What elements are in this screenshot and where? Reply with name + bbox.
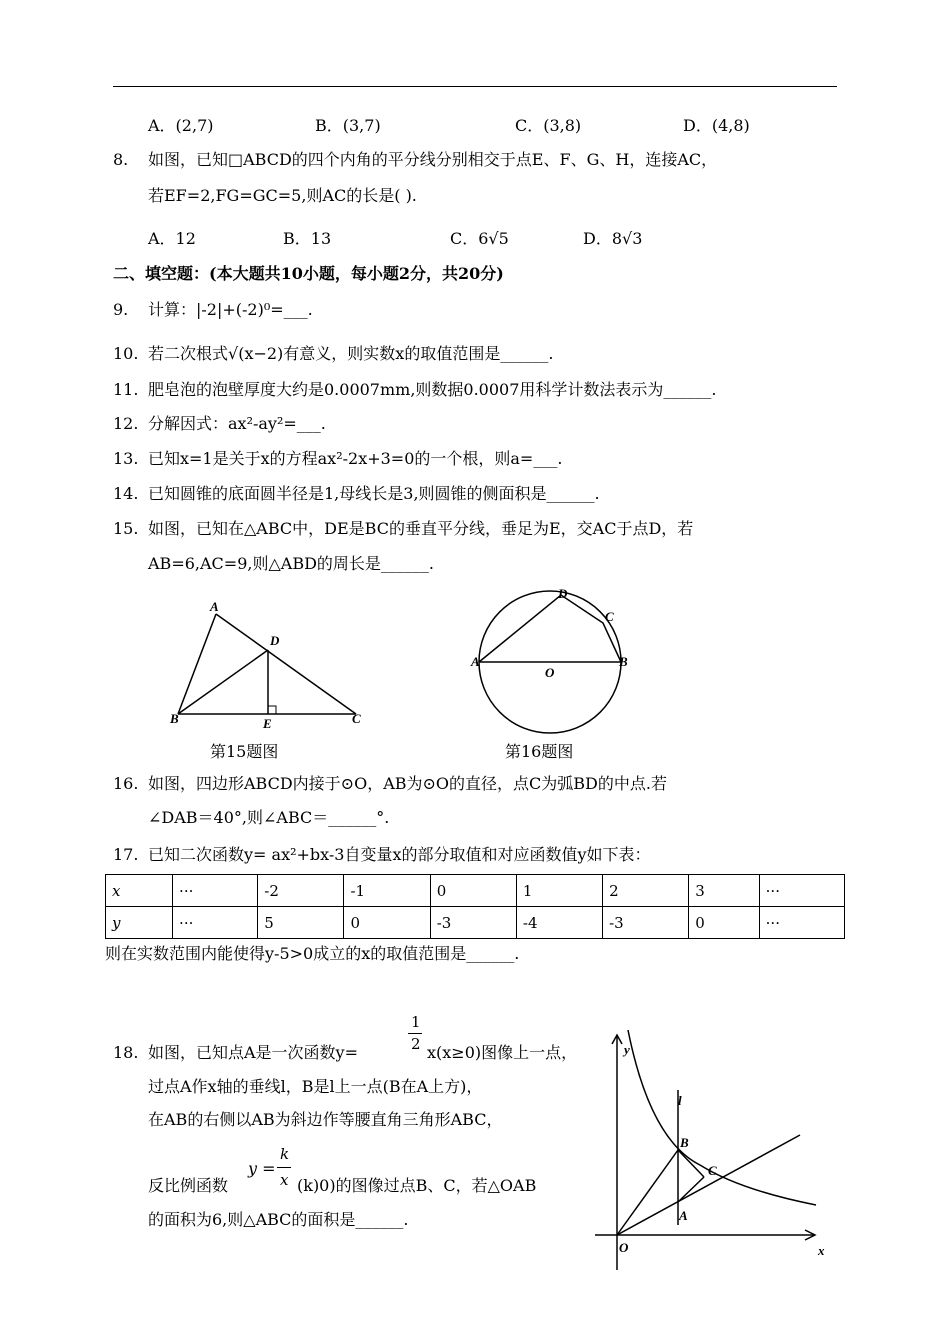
q18-number: 18. xyxy=(113,1043,139,1062)
fig18-label-x: x xyxy=(818,1243,825,1258)
q18-frac-bottom: 2 xyxy=(411,1035,421,1053)
fig18-label-a: A xyxy=(679,1208,688,1223)
q16-line1: 如图，四边形ABCD内接于⊙O，AB为⊙O的直径，点C为弧BD的中点.若 xyxy=(148,774,667,793)
q13-number: 13. xyxy=(113,449,139,468)
q8-option-a: A．12 xyxy=(148,229,196,248)
table-cell: 0 xyxy=(689,907,759,939)
q8-option-c: C．6√5 xyxy=(450,229,509,248)
q18-line1-a: 如图，已知点A是一次函数y= xyxy=(148,1043,359,1062)
fig15-label-e: E xyxy=(263,716,272,731)
q7-option-b: B．(3,7) xyxy=(315,116,381,135)
q15-number: 15. xyxy=(113,519,139,538)
q18-line2: 过点A作x轴的垂线l，B是l上一点(B在A上方)， xyxy=(148,1077,483,1096)
q18-frac-x: x xyxy=(280,1171,289,1189)
table-cell: ··· xyxy=(173,907,258,939)
q7-option-a: A．(2,7) xyxy=(148,116,214,135)
table-cell: -1 xyxy=(344,875,430,907)
q10-text: 若二次根式√(x−2)有意义，则实数x的取值范围是______. xyxy=(148,344,554,363)
q14-text: 已知圆锥的底面圆半径是1,母线长是3,则圆锥的侧面积是______. xyxy=(148,484,600,503)
table-cell: -4 xyxy=(516,907,602,939)
q18-line4-b: (k)0)的图像过点B、C，若△OAB xyxy=(297,1176,537,1195)
q18-line1-b: x(x≥0)图像上一点， xyxy=(427,1043,578,1062)
q17-value-table xyxy=(105,874,845,939)
table-cell: ··· xyxy=(173,875,258,907)
figure-16 xyxy=(468,585,648,735)
q17-text: 已知二次函数y= ax²+bx-3自变量x的部分取值和对应函数值y如下表： xyxy=(148,845,651,864)
q17-number: 17. xyxy=(113,845,139,864)
q11-number: 11. xyxy=(113,380,139,399)
fig16-label-b: B xyxy=(619,654,628,669)
table-cell: -2 xyxy=(258,875,344,907)
q8-option-d: D．8√3 xyxy=(583,229,643,248)
table-cell: 3 xyxy=(689,875,759,907)
fig15-label-d: D xyxy=(270,633,280,648)
fig15-label-a: A xyxy=(210,599,219,614)
section-2-heading: 二、填空题：(本大题共10小题，每小题2分，共20分) xyxy=(113,264,504,283)
q13-text: 已知x=1是关于x的方程ax²-2x+3=0的一个根，则a=___. xyxy=(148,449,563,468)
q7-option-c: C．(3,8) xyxy=(515,116,582,135)
q18-line4-a: 反比例函数 xyxy=(148,1176,229,1195)
q18-line3: 在AB的右侧以AB为斜边作等腰直角三角形ABC， xyxy=(148,1110,503,1129)
q9-number: 9. xyxy=(113,300,129,319)
fig15-caption: 第15题图 xyxy=(210,742,279,761)
fig18-label-o: O xyxy=(619,1240,629,1255)
q16-line2: ∠DAB＝40°,则∠ABC＝______°. xyxy=(148,808,390,827)
table-cell: -3 xyxy=(430,907,516,939)
q18-line5: 的面积为6,则△ABC的面积是______. xyxy=(148,1210,409,1229)
fig16-label-o: O xyxy=(545,665,555,680)
table-cell: -3 xyxy=(603,907,689,939)
q17-after-text: 则在实数范围内能使得y-5>0成立的x的取值范围是______. xyxy=(105,944,520,963)
fig18-label-y: y xyxy=(624,1042,630,1057)
fig18-label-l: l xyxy=(678,1093,682,1108)
table-cell: y xyxy=(106,907,173,939)
q8-line1: 如图，已知□ABCD的四个内角的平分线分别相交于点E、F、G、H，连接AC， xyxy=(148,150,718,169)
q18-line4-y: y = xyxy=(248,1159,276,1178)
q10-number: 10. xyxy=(113,344,139,363)
table-cell: 0 xyxy=(430,875,516,907)
q8-line2: 若EF=2,FG=GC=5,则AC的长是( ). xyxy=(148,186,417,205)
fig16-caption: 第16题图 xyxy=(505,742,574,761)
q18-frac-top: 1 xyxy=(411,1013,421,1031)
table-cell: x xyxy=(106,875,173,907)
q18-frac-k-bar xyxy=(277,1167,291,1168)
fig16-label-c: C xyxy=(605,609,614,624)
q14-number: 14. xyxy=(113,484,139,503)
q7-option-d: D．(4,8) xyxy=(683,116,750,135)
q15-line2: AB=6,AC=9,则△ABD的周长是______. xyxy=(148,554,434,573)
figure-15 xyxy=(168,600,368,740)
q8-option-b: B．13 xyxy=(283,229,332,248)
fig16-label-a: A xyxy=(471,654,480,669)
table-row xyxy=(106,907,845,939)
fig15-label-b: B xyxy=(170,711,179,726)
fig16-label-d: D xyxy=(558,586,568,601)
q11-text: 肥皂泡的泡壁厚度大约是0.0007mm,则数据0.0007用科学计数法表示为______. xyxy=(148,380,717,399)
q15-line1: 如图，已知在△ABC中，DE是BC的垂直平分线，垂足为E，交AC于点D，若 xyxy=(148,519,694,538)
table-cell: 1 xyxy=(516,875,602,907)
header-rule xyxy=(113,86,837,87)
table-cell: ··· xyxy=(759,875,844,907)
table-cell: 5 xyxy=(258,907,344,939)
q12-text: 分解因式：ax²-ay²=___. xyxy=(148,414,326,433)
figure-18 xyxy=(590,1030,850,1290)
table-cell: 2 xyxy=(603,875,689,907)
q16-number: 16. xyxy=(113,774,139,793)
q12-number: 12. xyxy=(113,414,139,433)
table-row xyxy=(106,875,845,907)
fig15-label-c: C xyxy=(352,711,361,726)
table-cell: 0 xyxy=(344,907,430,939)
q9-text: 计算：|-2|+(-2)⁰=___. xyxy=(148,300,313,319)
q8-number: 8. xyxy=(113,150,129,169)
table-cell: ··· xyxy=(759,907,844,939)
fig18-label-b: B xyxy=(680,1135,689,1150)
q18-frac-k: k xyxy=(280,1145,290,1163)
fig18-label-c: C xyxy=(708,1163,717,1178)
